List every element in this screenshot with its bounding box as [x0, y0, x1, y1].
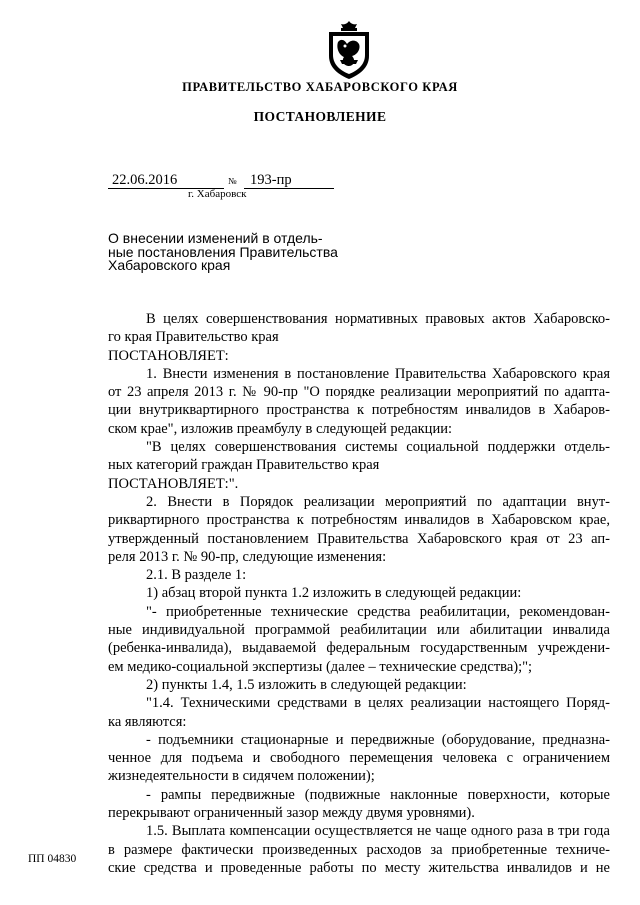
subject-line: О внесении изменений в отдель- — [108, 230, 323, 246]
body-line: ские средства и проведенные работы по месту жительства инвалидов и не — [108, 859, 610, 876]
body-line: "В целях совершенствования системы социальной поддержки отдель- — [146, 439, 610, 456]
document-type: ПОСТАНОВЛЕНИЕ — [253, 109, 387, 124]
government-title: ПРАВИТЕЛЬСТВО ХАБАРОВСКОГО КРАЯ — [182, 80, 458, 94]
body-line: ПОСТАНОВЛЯЕТ: — [108, 347, 229, 364]
body-line: 1) абзац второй пункта 1.2 изложить в следующей редакции: — [146, 585, 522, 602]
body-line: ПОСТАНОВЛЯЕТ:". — [108, 475, 239, 492]
body-line: ка являются: — [108, 713, 187, 730]
document-code: ПП 04830 — [28, 853, 77, 865]
subject-line: ные постановления Правительства — [108, 243, 338, 260]
body-line: "1.4. Техническими средствами в целях реализации настоящего Поряд- — [146, 695, 610, 712]
body-line: риквартирного пространства к потребностям инвалидов в Хабаровском крае, — [108, 512, 610, 529]
body-line: (ребенка-инвалида), выдаваемой федеральным государственным учреждени- — [108, 640, 610, 657]
body-line: жизнедеятельности в сидячем положении); — [108, 768, 375, 785]
body-line: реля 2013 г. № 90-пр, следующие изменения: — [108, 548, 387, 565]
body-line: в размере фактически произведенных расходов за приобретенные техниче- — [108, 841, 610, 858]
body-line: "- приобретенные технические средства реабилитации, рекомендован- — [146, 603, 610, 620]
document-number: 193-пр — [244, 172, 334, 189]
body-line: - подъемники стационарные и передвижные (оборудование, предназна- — [146, 731, 610, 748]
body-line: 2. Внести в Порядок реализации мероприятий по адаптации внут- — [146, 493, 610, 510]
body-line: - рампы передвижные (подвижные наклонные поверхности, которые — [146, 786, 610, 803]
body-line: 2.1. В разделе 1: — [146, 567, 247, 584]
number-sign: № — [228, 176, 237, 186]
body-line: от 23 апреля 2013 г. № 90-пр "О порядке реализации мероприятий по адапта- — [108, 384, 610, 401]
body-line: ском крае", изложив преамбулу в следующей редакции: — [108, 420, 452, 437]
subject-line: Хабаровского края — [108, 257, 231, 273]
body-line: 1. Внести изменения в постановление Правительства Хабаровского края — [146, 365, 610, 382]
coat-of-arms-icon — [326, 20, 372, 80]
body-line: 2) пункты 1.4, 1.5 изложить в следующей редакции: — [146, 676, 467, 693]
document-city: г. Хабаровск — [188, 188, 247, 200]
body-line: го края Правительство края — [108, 329, 279, 346]
body-line: ем медико-социальной экспертизы (далее – технические средства);"; — [108, 658, 533, 675]
body-line: ции внутриквартирного пространства к потребностям инвалидов в Хабаров- — [108, 402, 610, 419]
body-line: В целях совершенствования нормативных правовых актов Хабаровско- — [146, 311, 610, 327]
body-line: перекрывают ограниченный зазор между двумя уровнями). — [108, 805, 475, 822]
body-line: 1.5. Выплата компенсации осуществляется не чаще одного раза в три года — [146, 823, 610, 840]
body-line: ные индивидуальной программой реабилитации или абилитации инвалида — [108, 622, 610, 639]
document-date: 22.06.2016 — [108, 172, 224, 189]
document-subject — [108, 232, 358, 273]
body-line: ных категорий граждан Правительство края — [108, 457, 380, 474]
body-line: утвержденный постановлением Правительства Хабаровского края от 23 ап- — [108, 530, 610, 547]
document-body — [108, 310, 610, 877]
body-line: ченное для подъема и свободного перемещения человека с ограничением — [108, 750, 610, 767]
